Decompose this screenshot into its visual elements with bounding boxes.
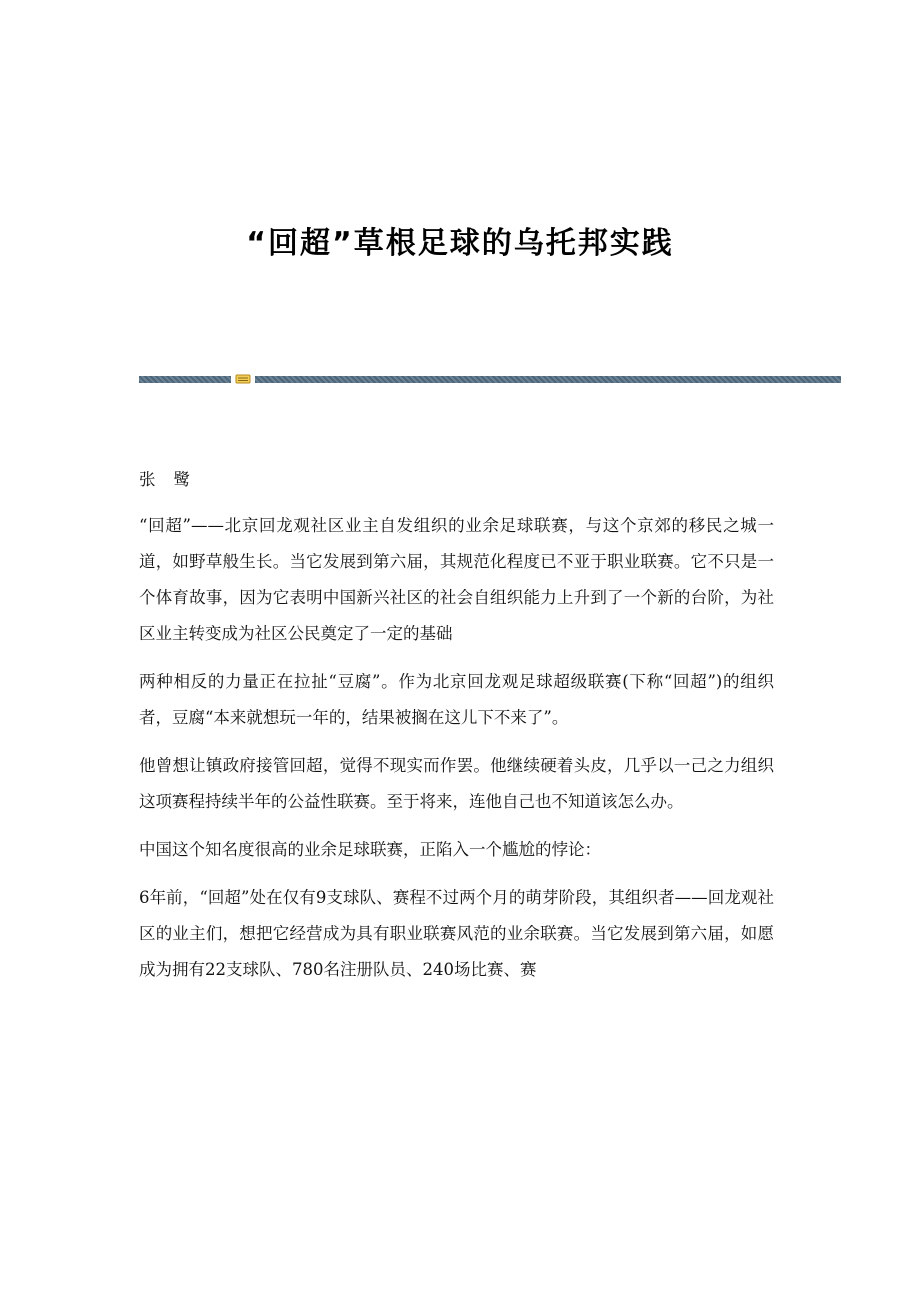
title-divider xyxy=(139,374,841,384)
author-name: 张鹭 xyxy=(139,470,208,489)
paragraph-2: 两种相反的力量正在拉扯“豆腐”。作为北京回龙观足球超级联赛(下称“回超”)的组织者，豆腐“本来就想玩一年的，结果被搁在这儿下不来了”。 xyxy=(139,672,774,727)
divider-bar-left xyxy=(139,376,231,383)
divider-ornament-icon xyxy=(235,374,251,384)
paragraph-5: 6年前，“回超”处在仅有9支球队、赛程不过两个月的萌芽阶段，其组织者——回龙观社区的业主们，想把它经营成为具有职业联赛风范的业余联赛。当它发展到第六届，如愿成为拥有22支球队、780名注册队员、240场比赛、赛 xyxy=(139,888,774,979)
article-body xyxy=(139,462,774,1000)
paragraph-1: “回超”——北京回龙观社区业主自发组织的业余足球联赛，与这个京郊的移民之城一道，如野草般生长。当它发展到第六届，其规范化程度已不亚于职业联赛。它不只是一个体育故事，因为它表明中国新兴社区的社会自组织能力上升到了一个新的台阶，为社区业主转变成为社区公民奠定了一定的基础 xyxy=(139,516,774,643)
paragraph-4: 中国这个知名度很高的业余足球联赛，正陷入一个尴尬的悖论： xyxy=(139,840,601,859)
paragraph-3: 他曾想让镇政府接管回超，觉得不现实而作罢。他继续硬着头皮，几乎以一己之力组织这项赛程持续半年的公益性联赛。至于将来，连他自己也不知道该怎么办。 xyxy=(139,756,774,811)
document-title: “回超”草根足球的乌托邦实践 xyxy=(246,226,674,261)
divider-bar-right xyxy=(255,376,841,383)
